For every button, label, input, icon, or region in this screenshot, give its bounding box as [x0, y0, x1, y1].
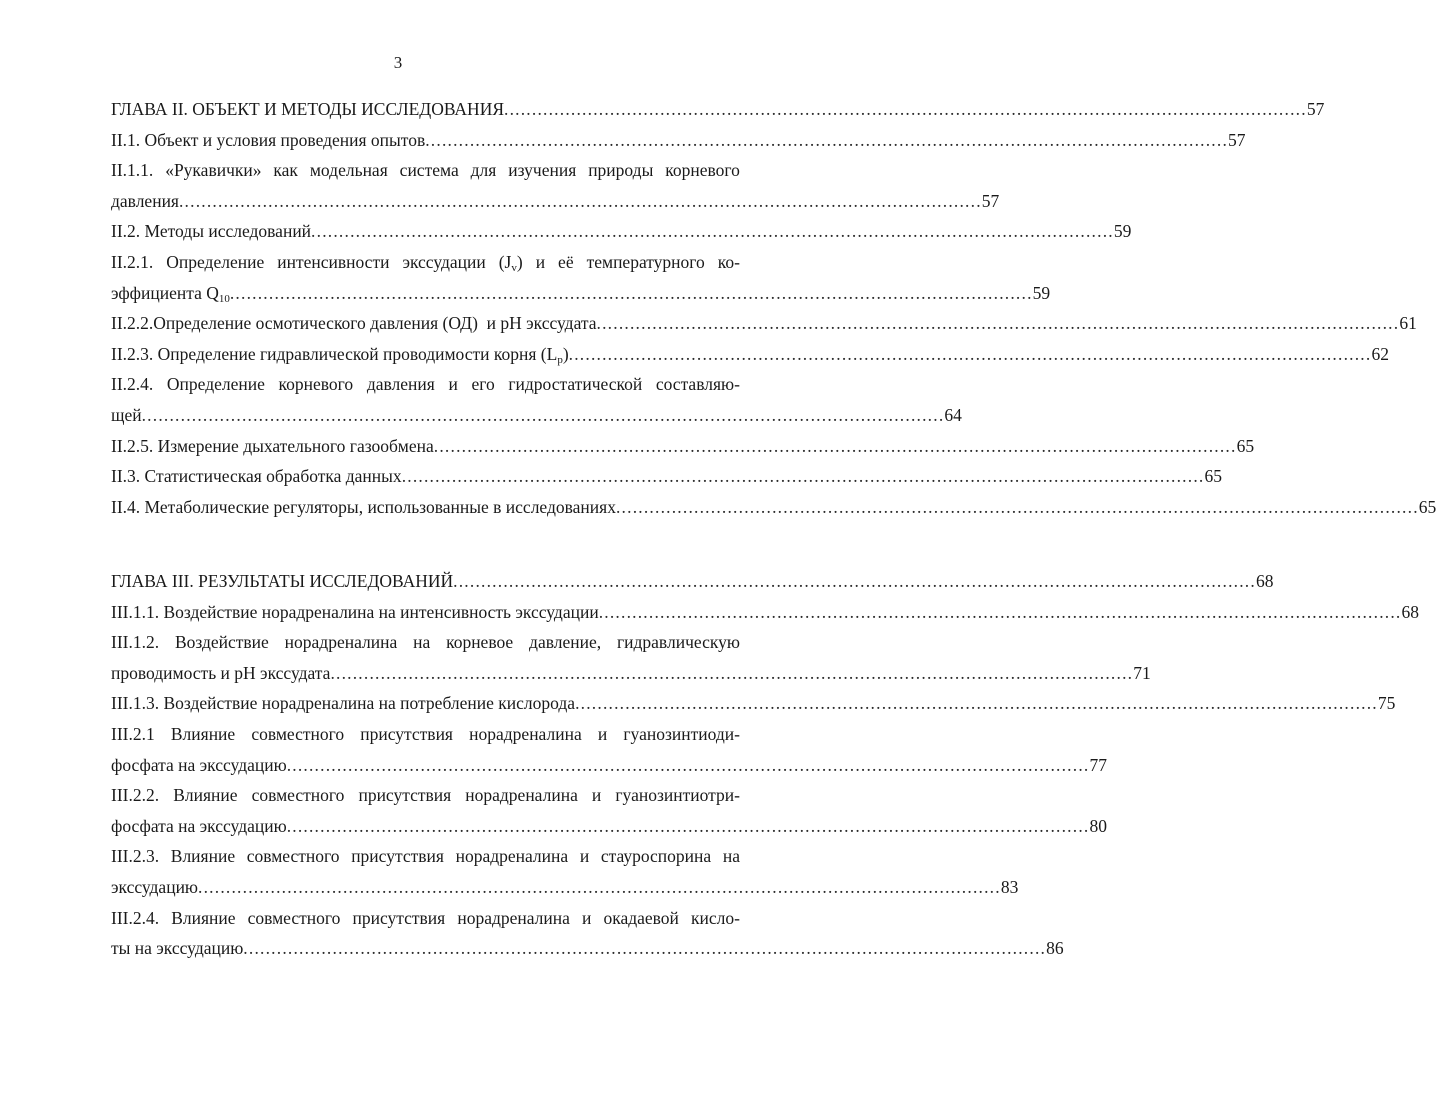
- toc-entry-title: проводимость и рН экссудата: [111, 662, 331, 683]
- toc-entry-page: 68: [1255, 571, 1274, 591]
- toc-entry-line[interactable]: III.2.2. Влияние совместного присутствия норадреналина и гуанозинтиотри-: [111, 785, 740, 806]
- toc-entry-line[interactable]: II.1.1. «Рукавички» как модельная система для изучения природы корневого: [111, 160, 740, 181]
- toc-entry-line[interactable]: III.2.3. Влияние совместного присутствия норадреналина и стауроспорина на: [111, 846, 740, 867]
- toc-entry[interactable]: II.1. Объект и условия проведения опытов ................................................................................................................................................ 57: [111, 125, 740, 156]
- toc-entry-title: III.1.3. Воздействие норадреналина на потребление кислорода: [111, 693, 576, 714]
- toc-entry-page: 68: [1401, 601, 1420, 622]
- toc-entry[interactable]: III.1.3. Воздействие норадреналина на потребление кислорода ................................................................................................................................................ 75: [111, 688, 740, 719]
- toc-entry-title: II.1. Объект и условия проведения опытов: [111, 129, 426, 150]
- toc-entry-title: II.2. Методы исследований: [111, 221, 312, 242]
- toc-entry-title: III.1.1. Воздействие норадреналина на интенсивность экссудации: [111, 601, 599, 622]
- toc-entry-title: фосфата на экссудацию: [111, 754, 287, 775]
- toc-entry-page: 65: [1204, 466, 1222, 487]
- toc-entry[interactable]: проводимость и рН экссудата ................................................................................................................................................ 71: [111, 658, 740, 689]
- toc-entry-title: ГЛАВА II. ОБЪЕКТ И МЕТОДЫ ИССЛЕДОВАНИЯ: [111, 99, 504, 119]
- toc-entry[interactable]: II.2.5. Измерение дыхательного газообмена ................................................................................................................................................ 65: [111, 431, 740, 462]
- toc-entry[interactable]: фосфата на экссудацию ................................................................................................................................................ 77: [111, 750, 740, 781]
- toc-entry-title: давления: [111, 190, 179, 211]
- toc-entry-page: 57: [981, 190, 1000, 211]
- toc-entry-line[interactable]: III.2.1 Влияние совместного присутствия норадреналина и гуанозинтиоди-: [111, 723, 740, 744]
- toc-entry[interactable]: II.2. Методы исследований ................................................................................................................................................ 59: [111, 216, 740, 247]
- toc-entry-title: II.2.5. Измерение дыхательного газообмена: [111, 435, 434, 456]
- toc-entry[interactable]: щей ................................................................................................................................................ 64: [111, 400, 740, 431]
- toc-entry-page: 83: [1000, 876, 1019, 897]
- toc-entry-line[interactable]: II.2.1. Определение интенсивности экссудации $(J_v)$ и её температурного ко-: [111, 251, 740, 274]
- toc-entry[interactable]: III.1.1. Воздействие норадреналина на интенсивность экссудации ................................................................................................................................................ 68: [111, 597, 740, 628]
- toc-entry[interactable]: эффициента $Q_{10}$ ................................................................................................................................................ 59: [111, 278, 740, 309]
- toc-entry[interactable]: II.2.3. Определение гидравлической проводимости корня $(L_p)$ ................................................................................................................................................ 62: [111, 339, 740, 370]
- toc-entry[interactable]: фосфата на экссудацию ................................................................................................................................................ 80: [111, 811, 740, 842]
- toc-entry-page: 57: [1306, 99, 1325, 119]
- toc-entry-title: экссудацию: [111, 876, 199, 897]
- toc-entry[interactable]: II.3. Статистическая обработка данных ................................................................................................................................................ 65: [111, 461, 740, 492]
- toc-chapter-3: [111, 566, 1420, 964]
- toc-entry-page: 62: [1371, 343, 1389, 364]
- toc-entry-page: 75: [1377, 693, 1396, 714]
- toc-entry[interactable]: экссудацию ................................................................................................................................................ 83: [111, 872, 740, 903]
- toc-entry[interactable]: II.4. Метаболические регуляторы, использованные в исследованиях ................................................................................................................................................ 65: [111, 492, 740, 523]
- toc-entry-page: 77: [1089, 754, 1107, 775]
- toc-entry-title: II.2.3. Определение гидравлической проводимости корня $(L_p)$: [111, 343, 569, 366]
- toc-entry-page: 65: [1236, 435, 1255, 456]
- toc-entry-title: фосфата на экссудацию: [111, 815, 287, 836]
- toc-entry-title: эффициента $Q_{10}$: [111, 282, 230, 305]
- toc-entry-page: 59: [1113, 221, 1132, 242]
- toc-entry-line[interactable]: II.2.4. Определение корневого давления и его гидростатической составляю-: [111, 374, 740, 395]
- toc-entry[interactable]: II.2.2.Определение осмотического давления (ОД) и рН экссудата ................................................................................................................................................ 61: [111, 308, 740, 339]
- toc-entry-page: 86: [1046, 938, 1064, 959]
- toc-entry-page: 65: [1418, 496, 1436, 517]
- toc-chapter-heading[interactable]: ГЛАВА II. ОБЪЕКТ И МЕТОДЫ ИССЛЕДОВАНИЯ ................................................................................................................................................ 57: [111, 94, 740, 125]
- toc-entry-title: щей: [111, 404, 142, 425]
- toc-entry-line[interactable]: III.1.2. Воздействие норадреналина на корневое давление, гидравлическую: [111, 632, 740, 653]
- toc-chapter-2: [111, 94, 1436, 522]
- toc-entry-page: 57: [1228, 129, 1246, 150]
- toc-entry[interactable]: давления ................................................................................................................................................ 57: [111, 186, 740, 217]
- toc-entry-title: ты на экссудацию: [111, 938, 244, 959]
- toc-entry-page: 80: [1089, 815, 1107, 836]
- toc-entry-title: II.4. Метаболические регуляторы, использованные в исследованиях: [111, 496, 616, 517]
- toc-entry-page: 64: [944, 404, 962, 425]
- toc-entry[interactable]: ты на экссудацию ................................................................................................................................................ 86: [111, 933, 740, 964]
- toc-entry-page: 59: [1032, 282, 1051, 303]
- toc-entry-page: 71: [1133, 662, 1151, 683]
- toc-entry-page: 61: [1399, 313, 1417, 334]
- toc-entry-title: II.3. Статистическая обработка данных: [111, 466, 402, 487]
- toc-entry-line[interactable]: III.2.4. Влияние совместного присутствия норадреналина и окадаевой кисло-: [111, 907, 740, 928]
- page-number: 3: [393, 53, 403, 72]
- toc-entry-title: II.2.2.Определение осмотического давления (ОД) и рН экссудата: [111, 313, 597, 334]
- toc-chapter-heading[interactable]: ГЛАВА III. РЕЗУЛЬТАТЫ ИССЛЕДОВАНИЙ ................................................................................................................................................ 68: [111, 566, 740, 597]
- toc-entry-title: ГЛАВА III. РЕЗУЛЬТАТЫ ИССЛЕДОВАНИЙ: [111, 571, 454, 591]
